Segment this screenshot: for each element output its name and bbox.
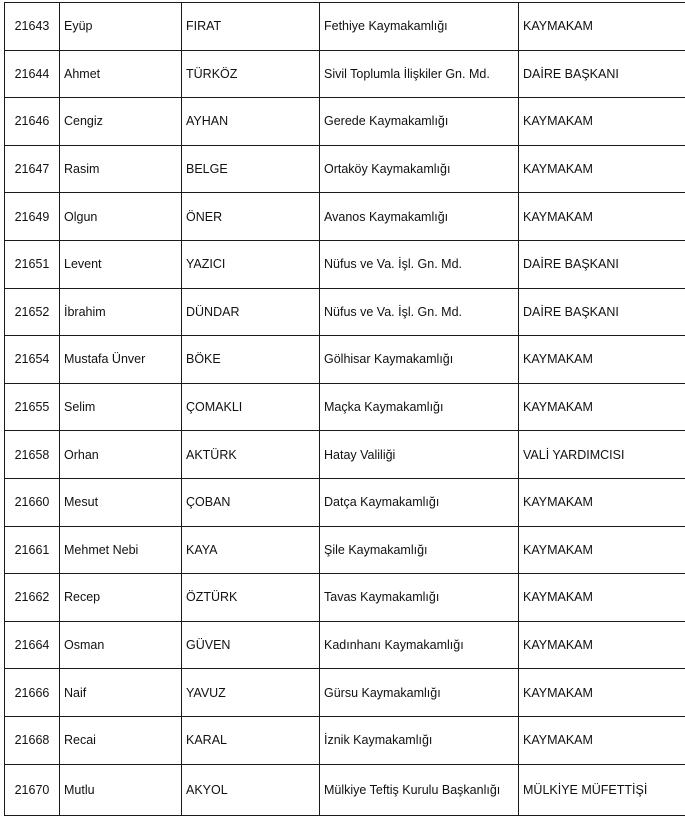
last-name-cell: AKYOL: [182, 764, 320, 815]
table-row: [5, 3, 685, 51]
first-name-cell: Recai: [60, 716, 182, 764]
title-cell: KAYMAKAM: [519, 621, 685, 669]
last-name-cell: ÖNER: [182, 193, 320, 241]
title-cell: KAYMAKAM: [519, 478, 685, 526]
table-row: [5, 383, 685, 431]
registry-number-cell: 21660: [5, 478, 60, 526]
first-name-cell: Osman: [60, 621, 182, 669]
unit-cell: Avanos Kaymakamlığı: [320, 193, 519, 241]
table-row: [5, 145, 685, 193]
last-name-cell: FIRAT: [182, 3, 320, 51]
first-name-cell: Cengiz: [60, 98, 182, 146]
title-cell: KAYMAKAM: [519, 669, 685, 717]
registry-number-cell: 21661: [5, 526, 60, 574]
first-name-cell: Mustafa Ünver: [60, 336, 182, 384]
table-row: [5, 240, 685, 288]
registry-number-cell: 21651: [5, 240, 60, 288]
table-row: [5, 526, 685, 574]
first-name-cell: Eyüp: [60, 3, 182, 51]
registry-number-cell: 21655: [5, 383, 60, 431]
registry-number-cell: 21647: [5, 145, 60, 193]
registry-number-cell: 21644: [5, 50, 60, 98]
table-row: [5, 98, 685, 146]
title-cell: KAYMAKAM: [519, 716, 685, 764]
registry-number-cell: 21654: [5, 336, 60, 384]
last-name-cell: TÜRKÖZ: [182, 50, 320, 98]
title-cell: DAİRE BAŞKANI: [519, 50, 685, 98]
unit-cell: Tavas Kaymakamlığı: [320, 574, 519, 622]
first-name-cell: Mutlu: [60, 764, 182, 815]
unit-cell: Kadınhanı Kaymakamlığı: [320, 621, 519, 669]
table-row: [5, 574, 685, 622]
unit-cell: Nüfus ve Va. İşl. Gn. Md.: [320, 240, 519, 288]
first-name-cell: Rasim: [60, 145, 182, 193]
last-name-cell: ÖZTÜRK: [182, 574, 320, 622]
title-cell: MÜLKİYE MÜFETTİŞİ: [519, 764, 685, 815]
first-name-cell: Recep: [60, 574, 182, 622]
unit-cell: Şile Kaymakamlığı: [320, 526, 519, 574]
personnel-table-body: [5, 3, 685, 816]
first-name-cell: Ahmet: [60, 50, 182, 98]
first-name-cell: Levent: [60, 240, 182, 288]
first-name-cell: Selim: [60, 383, 182, 431]
title-cell: DAİRE BAŞKANI: [519, 288, 685, 336]
title-cell: VALİ YARDIMCISI: [519, 431, 685, 479]
registry-number-cell: 21652: [5, 288, 60, 336]
last-name-cell: KARAL: [182, 716, 320, 764]
first-name-cell: Mesut: [60, 478, 182, 526]
title-cell: KAYMAKAM: [519, 3, 685, 51]
table-row: [5, 716, 685, 764]
last-name-cell: AKTÜRK: [182, 431, 320, 479]
registry-number-cell: 21670: [5, 764, 60, 815]
title-cell: KAYMAKAM: [519, 383, 685, 431]
unit-cell: Fethiye Kaymakamlığı: [320, 3, 519, 51]
registry-number-cell: 21646: [5, 98, 60, 146]
last-name-cell: BELGE: [182, 145, 320, 193]
table-row: [5, 50, 685, 98]
unit-cell: Gürsu Kaymakamlığı: [320, 669, 519, 717]
title-cell: KAYMAKAM: [519, 193, 685, 241]
registry-number-cell: 21643: [5, 3, 60, 51]
title-cell: KAYMAKAM: [519, 574, 685, 622]
first-name-cell: Orhan: [60, 431, 182, 479]
last-name-cell: BÖKE: [182, 336, 320, 384]
first-name-cell: Mehmet Nebi: [60, 526, 182, 574]
registry-number-cell: 21666: [5, 669, 60, 717]
last-name-cell: DÜNDAR: [182, 288, 320, 336]
last-name-cell: ÇOBAN: [182, 478, 320, 526]
last-name-cell: YAVUZ: [182, 669, 320, 717]
registry-number-cell: 21668: [5, 716, 60, 764]
table-row: [5, 288, 685, 336]
last-name-cell: ÇOMAKLI: [182, 383, 320, 431]
first-name-cell: İbrahim: [60, 288, 182, 336]
unit-cell: Gölhisar Kaymakamlığı: [320, 336, 519, 384]
unit-cell: Mülkiye Teftiş Kurulu Başkanlığı: [320, 764, 519, 815]
registry-number-cell: 21664: [5, 621, 60, 669]
unit-cell: Sivil Toplumla İlişkiler Gn. Md.: [320, 50, 519, 98]
table-row: [5, 193, 685, 241]
table-row: [5, 764, 685, 815]
last-name-cell: GÜVEN: [182, 621, 320, 669]
table-row: [5, 669, 685, 717]
first-name-cell: Naif: [60, 669, 182, 717]
title-cell: KAYMAKAM: [519, 526, 685, 574]
registry-number-cell: 21658: [5, 431, 60, 479]
table-row: [5, 431, 685, 479]
personnel-table: [4, 2, 685, 816]
last-name-cell: AYHAN: [182, 98, 320, 146]
table-row: [5, 336, 685, 384]
registry-number-cell: 21662: [5, 574, 60, 622]
title-cell: DAİRE BAŞKANI: [519, 240, 685, 288]
unit-cell: İznik Kaymakamlığı: [320, 716, 519, 764]
table-row: [5, 621, 685, 669]
last-name-cell: KAYA: [182, 526, 320, 574]
title-cell: KAYMAKAM: [519, 98, 685, 146]
first-name-cell: Olgun: [60, 193, 182, 241]
registry-number-cell: 21649: [5, 193, 60, 241]
unit-cell: Gerede Kaymakamlığı: [320, 98, 519, 146]
unit-cell: Ortaköy Kaymakamlığı: [320, 145, 519, 193]
title-cell: KAYMAKAM: [519, 336, 685, 384]
unit-cell: Datça Kaymakamlığı: [320, 478, 519, 526]
title-cell: KAYMAKAM: [519, 145, 685, 193]
unit-cell: Maçka Kaymakamlığı: [320, 383, 519, 431]
unit-cell: Nüfus ve Va. İşl. Gn. Md.: [320, 288, 519, 336]
unit-cell: Hatay Valiliği: [320, 431, 519, 479]
table-row: [5, 478, 685, 526]
last-name-cell: YAZICI: [182, 240, 320, 288]
